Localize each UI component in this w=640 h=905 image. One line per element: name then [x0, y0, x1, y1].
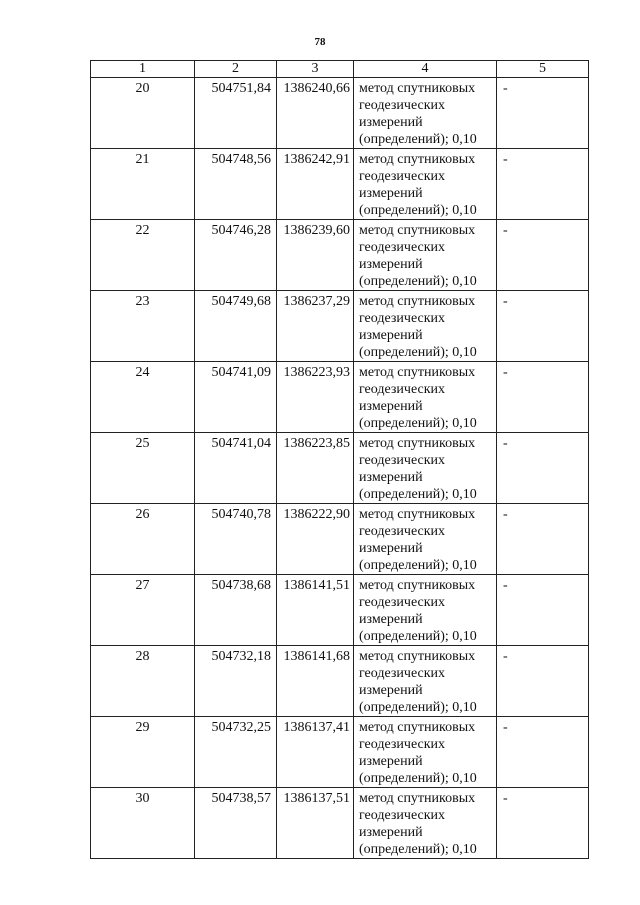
method-line: (определений); 0,10: [359, 416, 477, 431]
column-header-5: 5: [497, 61, 589, 78]
method-line: геодезических: [359, 311, 446, 326]
method-line: метод спутниковых: [359, 81, 476, 96]
method-line: геодезических: [359, 808, 446, 823]
x-coordinate-cell: 504746,28: [195, 220, 277, 291]
method-line: метод спутниковых: [359, 365, 476, 380]
note-cell: -: [497, 362, 589, 433]
method-line: метод спутниковых: [359, 791, 476, 806]
method-line: метод спутниковых: [359, 720, 476, 735]
table-row: [91, 291, 589, 362]
method-line: геодезических: [359, 524, 446, 539]
point-number-cell: 27: [91, 575, 195, 646]
method-line: измерений: [359, 825, 423, 840]
table-row: [91, 575, 589, 646]
note-cell: -: [497, 788, 589, 859]
method-line: (определений); 0,10: [359, 274, 477, 289]
table-row: [91, 433, 589, 504]
method-line: геодезических: [359, 595, 446, 610]
method-line: измерений: [359, 328, 423, 343]
method-line: (определений); 0,10: [359, 487, 477, 502]
method-line: метод спутниковых: [359, 294, 476, 309]
point-number-cell: 25: [91, 433, 195, 504]
method-line: метод спутниковых: [359, 578, 476, 593]
table-row: [91, 220, 589, 291]
method-cell: [354, 646, 497, 717]
method-line: метод спутниковых: [359, 649, 476, 664]
y-coordinate-cell: 1386242,91: [277, 149, 354, 220]
method-cell: [354, 504, 497, 575]
method-line: измерений: [359, 612, 423, 627]
y-coordinate-cell: 1386137,41: [277, 717, 354, 788]
table-row: [91, 78, 589, 149]
method-line: измерений: [359, 399, 423, 414]
table-body: [91, 78, 589, 859]
x-coordinate-cell: 504751,84: [195, 78, 277, 149]
method-line: геодезических: [359, 737, 446, 752]
point-number-cell: 29: [91, 717, 195, 788]
point-number-cell: 30: [91, 788, 195, 859]
point-number-cell: 23: [91, 291, 195, 362]
method-line: измерений: [359, 754, 423, 769]
method-line: (определений); 0,10: [359, 558, 477, 573]
method-line: (определений); 0,10: [359, 203, 477, 218]
table-row: [91, 788, 589, 859]
method-cell: [354, 575, 497, 646]
method-line: измерений: [359, 541, 423, 556]
x-coordinate-cell: 504738,68: [195, 575, 277, 646]
method-line: измерений: [359, 683, 423, 698]
method-cell: [354, 149, 497, 220]
method-cell: [354, 362, 497, 433]
method-cell: [354, 291, 497, 362]
method-line: (определений); 0,10: [359, 345, 477, 360]
method-line: геодезических: [359, 453, 446, 468]
method-line: (определений); 0,10: [359, 700, 477, 715]
table-row: [91, 149, 589, 220]
method-line: геодезических: [359, 382, 446, 397]
table-row: [91, 504, 589, 575]
point-number-cell: 21: [91, 149, 195, 220]
method-cell: [354, 717, 497, 788]
method-line: (определений); 0,10: [359, 132, 477, 147]
x-coordinate-cell: 504732,25: [195, 717, 277, 788]
column-header-1: 1: [91, 61, 195, 78]
note-cell: -: [497, 78, 589, 149]
x-coordinate-cell: 504741,04: [195, 433, 277, 504]
method-line: геодезических: [359, 169, 446, 184]
y-coordinate-cell: 1386237,29: [277, 291, 354, 362]
page-number: 78: [314, 36, 326, 48]
coordinates-table: [90, 60, 589, 859]
y-coordinate-cell: 1386239,60: [277, 220, 354, 291]
table-header-row: [91, 61, 589, 78]
method-line: геодезических: [359, 666, 446, 681]
x-coordinate-cell: 504741,09: [195, 362, 277, 433]
method-line: геодезических: [359, 98, 446, 113]
method-line: метод спутниковых: [359, 152, 476, 167]
note-cell: -: [497, 575, 589, 646]
method-line: геодезических: [359, 240, 446, 255]
point-number-cell: 20: [91, 78, 195, 149]
x-coordinate-cell: 504749,68: [195, 291, 277, 362]
note-cell: -: [497, 504, 589, 575]
point-number-cell: 26: [91, 504, 195, 575]
method-cell: [354, 220, 497, 291]
table-row: [91, 646, 589, 717]
note-cell: -: [497, 433, 589, 504]
method-line: измерений: [359, 186, 423, 201]
method-line: измерений: [359, 470, 423, 485]
method-line: метод спутниковых: [359, 223, 476, 238]
x-coordinate-cell: 504748,56: [195, 149, 277, 220]
note-cell: -: [497, 220, 589, 291]
note-cell: -: [497, 291, 589, 362]
method-cell: [354, 433, 497, 504]
note-cell: -: [497, 646, 589, 717]
column-header-3: 3: [277, 61, 354, 78]
table-row: [91, 717, 589, 788]
point-number-cell: 24: [91, 362, 195, 433]
method-line: измерений: [359, 257, 423, 272]
y-coordinate-cell: 1386222,90: [277, 504, 354, 575]
note-cell: -: [497, 149, 589, 220]
table-row: [91, 362, 589, 433]
method-line: (определений); 0,10: [359, 842, 477, 857]
y-coordinate-cell: 1386223,93: [277, 362, 354, 433]
x-coordinate-cell: 504740,78: [195, 504, 277, 575]
y-coordinate-cell: 1386141,68: [277, 646, 354, 717]
y-coordinate-cell: 1386141,51: [277, 575, 354, 646]
method-cell: [354, 78, 497, 149]
method-cell: [354, 788, 497, 859]
method-line: (определений); 0,10: [359, 629, 477, 644]
y-coordinate-cell: 1386240,66: [277, 78, 354, 149]
y-coordinate-cell: 1386137,51: [277, 788, 354, 859]
column-header-4: 4: [354, 61, 497, 78]
point-number-cell: 28: [91, 646, 195, 717]
point-number-cell: 22: [91, 220, 195, 291]
note-cell: -: [497, 717, 589, 788]
method-line: метод спутниковых: [359, 507, 476, 522]
method-line: (определений); 0,10: [359, 771, 477, 786]
method-line: измерений: [359, 115, 423, 130]
x-coordinate-cell: 504732,18: [195, 646, 277, 717]
x-coordinate-cell: 504738,57: [195, 788, 277, 859]
method-line: метод спутниковых: [359, 436, 476, 451]
y-coordinate-cell: 1386223,85: [277, 433, 354, 504]
column-header-2: 2: [195, 61, 277, 78]
